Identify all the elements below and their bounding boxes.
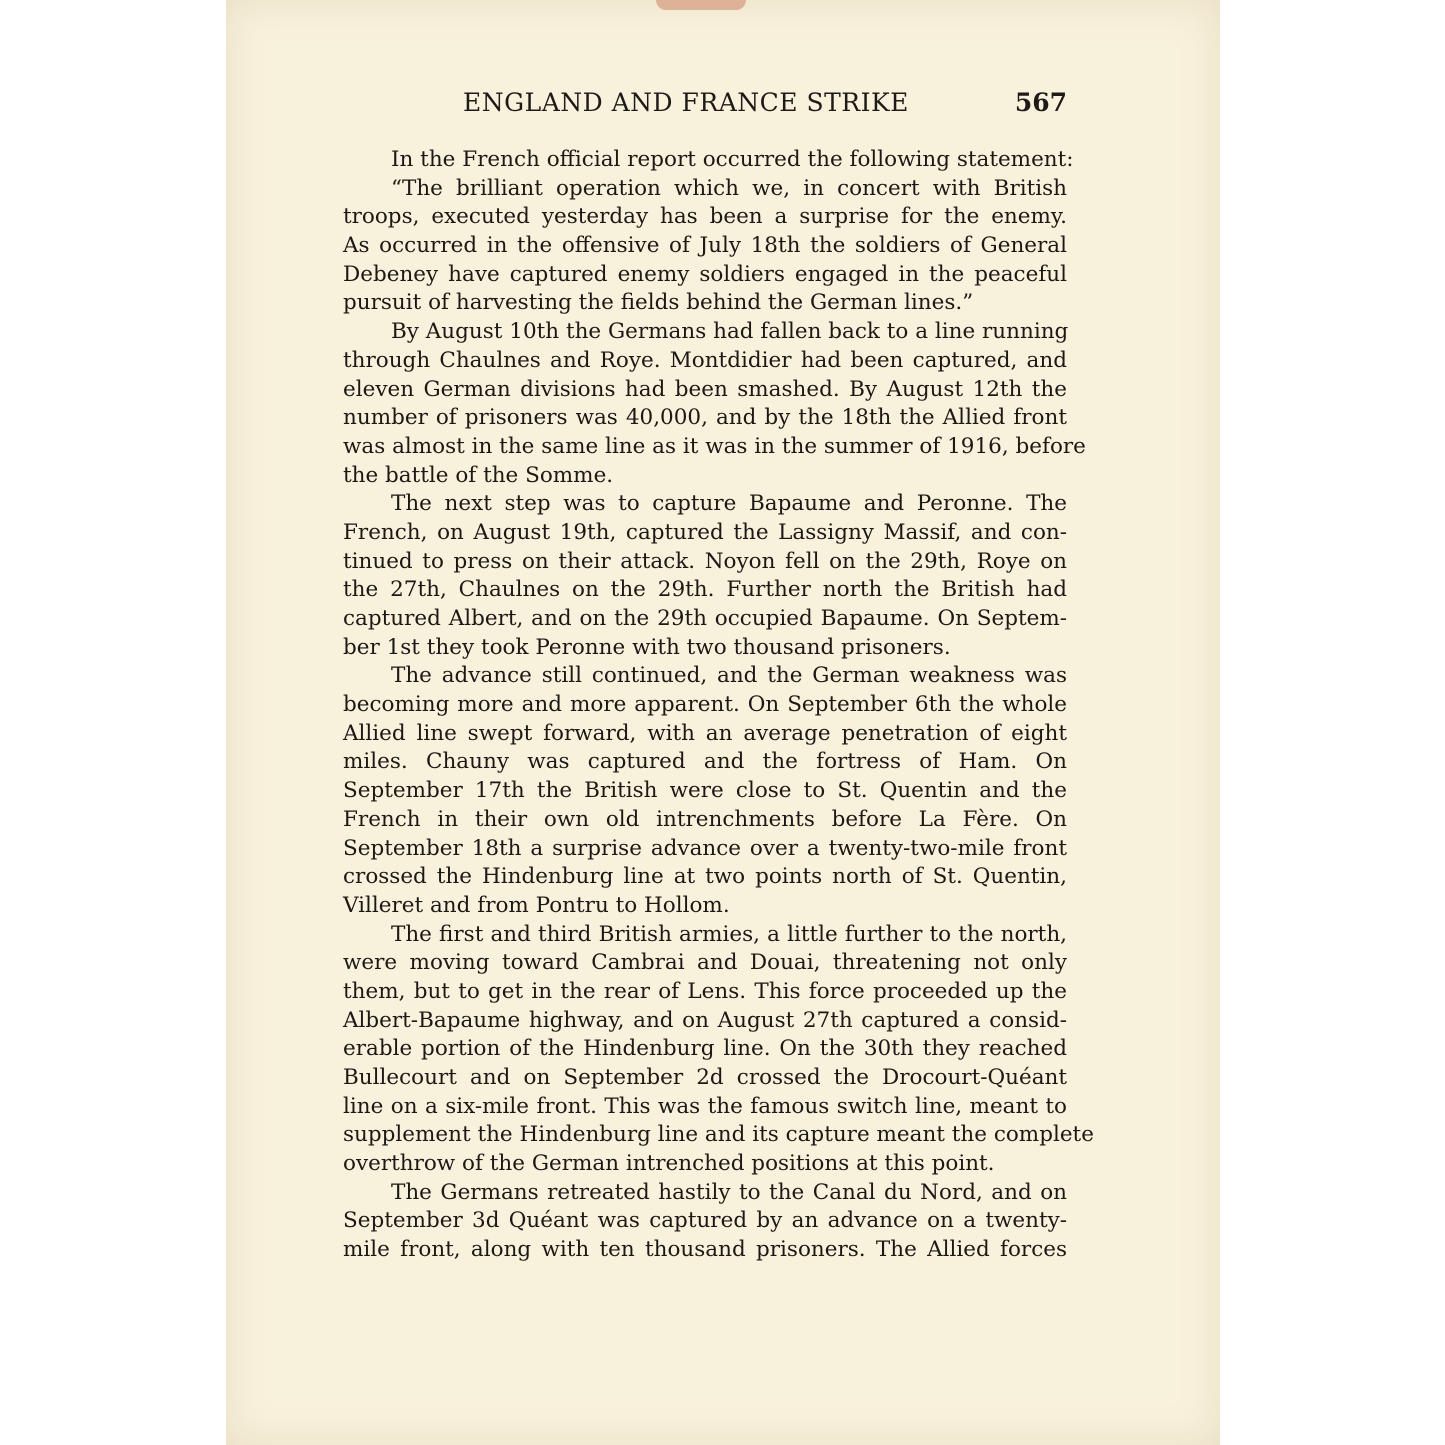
text-line: French, on August 19th, captured the Lassigny Massif, and con- [343,519,1067,545]
text-line: troops, executed yesterday has been a surprise for the enemy. [343,204,1067,230]
text-line: ber 1st they took Peronne with two thousand prisoners. [343,634,951,660]
text-line: through Chaulnes and Roye. Montdidier had been captured, and [343,347,1067,373]
paragraph [343,1179,1067,1265]
text-line: was almost in the same line as it was in the summer of 1916, before [343,433,1086,459]
text-line: The advance still continued, and the German weakness was [391,663,1067,689]
text-line: French in their own old intrenchments before La Fère. On [343,806,1067,832]
paragraph [343,490,1067,662]
text-line: The next step was to capture Bapaume and Peronne. The [391,491,1067,517]
text-line: September 3d Quéant was captured by an advance on a twenty- [343,1208,1067,1234]
text-line: crossed the Hindenburg line at two points north of St. Quentin, [343,864,1067,890]
text-line: mile front, along with ten thousand prisoners. The Allied forces [343,1237,1067,1263]
text-line: Bullecourt and on September 2d crossed the Drocourt-Quéant [343,1065,1067,1090]
paragraph [343,662,1067,920]
page-header [343,88,1067,122]
text-line: erable portion of the Hindenburg line. On the 30th they reached [343,1036,1067,1062]
running-head: ENGLAND AND FRANCE STRIKE [463,88,909,117]
paragraph [343,146,1074,318]
paper-stain [656,0,746,10]
text-line: them, but to get in the rear of Lens. This force proceeded up the [343,978,1067,1004]
body-text [343,146,1094,1265]
text-line: September 17th the British were close to St. Quentin and the [343,778,1067,804]
text-line: eleven German divisions had been smashed. By August 12th the [343,376,1067,402]
text-line: supplement the Hindenburg line and its capture meant the complete [343,1122,1094,1148]
text-line: the 27th, Chaulnes on the 29th. Further north the British had [343,577,1067,603]
text-line: were moving toward Cambrai and Douai, threatening not only [343,950,1067,976]
text-line: In the French official report occurred the following statement: [391,147,1074,172]
book-page [226,0,1220,1445]
text-line: The Germans retreated hastily to the Canal du Nord, and on [391,1179,1067,1205]
text-line: The first and third British armies, a little further to the north, [391,921,1067,947]
text-line: As occurred in the offensive of July 18th the soldiers of General [343,233,1067,259]
text-line: line on a six-mile front. This was the famous switch line, meant to [343,1093,1067,1119]
paragraph [343,318,1086,490]
text-line: Villeret and from Pontru to Hollom. [343,892,730,918]
text-line: By August 10th the Germans had fallen back to a line running [391,319,1069,345]
text-line: number of prisoners was 40,000, and by the 18th the Allied front [343,405,1067,431]
text-line: pursuit of harvesting the fields behind the German lines.” [343,290,974,316]
text-line: Albert-Bapaume highway, and on August 27th captured a consid- [343,1007,1067,1033]
text-line: September 18th a surprise advance over a twenty-two-mile front [343,835,1067,861]
text-line: the battle of the Somme. [343,462,614,488]
text-line: becoming more and more apparent. On September 6th the whole [343,692,1067,718]
text-line: “The brilliant operation which we, in concert with British [391,175,1067,201]
text-line: tinued to press on their attack. Noyon fell on the 29th, Roye on [343,548,1067,574]
text-line: Allied line swept forward, with an average penetration of eight [343,720,1067,746]
text-line: miles. Chauny was captured and the fortress of Ham. On [343,749,1067,775]
text-line: overthrow of the German intrenched positions at this point. [343,1151,995,1177]
text-line: Debeney have captured enemy soldiers engaged in the peaceful [343,261,1067,287]
page-number: 567 [1014,88,1067,117]
paragraph [343,921,1094,1179]
text-line: captured Albert, and on the 29th occupied Bapaume. On Septem- [343,606,1067,631]
